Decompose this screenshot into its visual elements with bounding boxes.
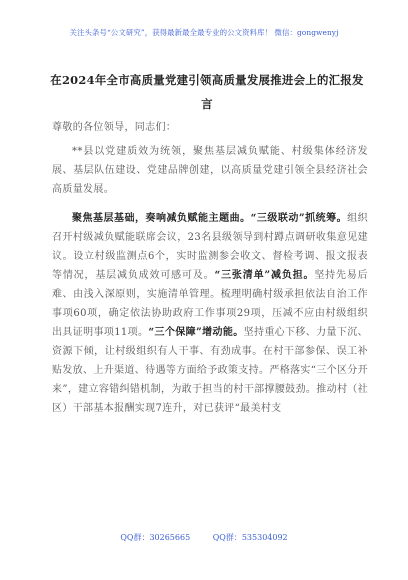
- footer-qq-group-2[interactable]: QQ群：535304092: [212, 533, 288, 542]
- subsection-heading-2: “三张清单”减负担。: [214, 270, 315, 281]
- section-heading: 聚焦基层基础，奏响减负赋能主题曲。: [72, 213, 251, 224]
- subsection-text-2: 坚持先易后难、由浅入深原则，实施清单管理。梳理明确村级承担依法自治工作事项60项，确定依法协助政府工作事项29项，压减不应由村级组织出具证明事项11项。: [52, 270, 368, 338]
- header-banner[interactable]: 关注头条号“公文研究”，获得最新最全最专业的公文资料库！ 微信：gongwenyj: [69, 28, 339, 37]
- salutation: 尊敬的各位领导，同志们：: [52, 122, 177, 133]
- section-paragraph: [52, 209, 368, 418]
- subsection-text-1: 组织召开村级减负赋能联席会议，23名县级领导到村蹲点调研收集意见建议。设立村级监测点6个，实时监测参会收文、督检考调、报文报表等情况，基层减负成效可感可及。: [52, 213, 368, 281]
- intro-paragraph: **县以党建质效为统领，聚焦基层减负赋能、村级集体经济发展、基层队伍建设、党建品牌创建，以高质量党建引领全县经济社会高质量发展。: [52, 146, 368, 195]
- footer-bar: [0, 532, 408, 543]
- footer-qq-group-1[interactable]: QQ群：30265665: [120, 533, 191, 542]
- subsection-text-3: 坚持重心下移、力量下沉、资源下倾，让村级组织有人干事、有劲成事。在村干部参保、误工补贴发放、上升渠道、待遇等方面给予政策支持。严格落实“三个区分开来”，建立容错纠错机制，为敢于担当的村干部撑腰鼓劲。推动村（社区）干部基本报酬实现7连升，对已获评“最美村支: [52, 327, 368, 414]
- subsection-heading-3: “三个保障”增动能。: [148, 327, 244, 338]
- document-title: 在2024年全市高质量党建引领高质量发展推进会上的汇报发言: [50, 73, 364, 111]
- subsection-heading-1: “三级联动”抓统筹。: [250, 213, 348, 224]
